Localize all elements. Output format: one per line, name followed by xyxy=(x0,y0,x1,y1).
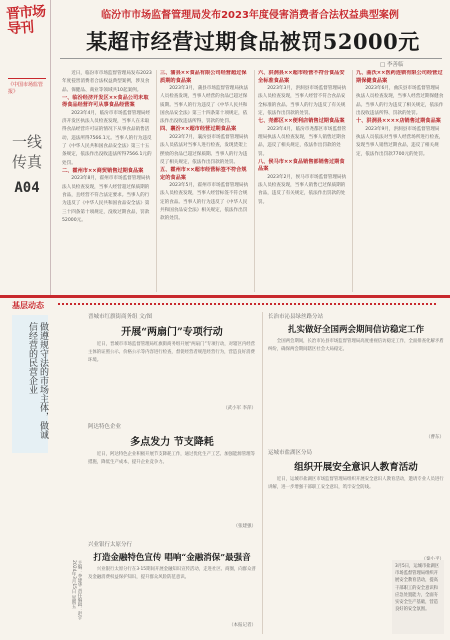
quote-text: 做遵规守法的市场主体，做诚信经营的民营企业 xyxy=(27,322,48,439)
header-rule xyxy=(60,58,442,59)
case-title: 六、洪洞县××超市经营不符合食品安全标准食品案 xyxy=(258,70,345,84)
case-body: 2023年5月，霍州市市场监督管理局执法人员检查发现，当事人经营标签不符合规定的食品。当事人的行为违反了《中华人民共和国食品安全法》相关规定，依法作出罚款的处罚。 xyxy=(160,183,249,222)
news-body xyxy=(268,476,444,556)
column-divider xyxy=(50,0,51,295)
case-title: 一、临汾经济开发区××食品公司未取得食品经营许可从事食品经营案 xyxy=(62,94,149,109)
news-credit: （张建强） xyxy=(233,524,256,529)
article-byline: □ 李善临 xyxy=(380,62,404,68)
case-body: 2023年8月，霍州市市场监督管理局执法人员检查发现，当事人经营超过保质期的食品，且经营不符合法定要求。当事人的行为违反了《中华人民共和国食品安全法》第三十四条第十项规定，没收过期食品，罚款52000元。 xyxy=(62,176,151,223)
news-body xyxy=(268,338,444,434)
case-title: 二、霍州市××商贸销售过期食品案 xyxy=(62,167,144,174)
news-title: 打造金融特色宣传 唱响“金融消保”最强音 xyxy=(93,553,251,563)
case-title: 四、襄汾××超市经营过期食品案 xyxy=(160,126,237,133)
notice-box: 3月5日，运城市盐湖区市场监督管理局组织开展安全教育活动，提高干部职工的安全意识和应急处置能力，全面夯实安全生产基础，营造良好的安全氛围。 xyxy=(392,560,444,634)
article-headline: 某超市经营过期食品被罚52000元 xyxy=(86,29,420,54)
news-source: 长治市沁县绿丝路分站 xyxy=(268,314,324,320)
case-body: 2023年3月，洪洞县市场监督管理局执法人员检查发现，当事人经营不符合食品安全标准的食品。当事人的行为违反了有关规定，依法作出罚款的处罚。 xyxy=(258,86,347,116)
masthead-divider xyxy=(8,78,46,79)
case-body: 2023年4月，临汾市尧都区市场监督管理局执法人员检查发现，当事人销售过期食品，违反了相关规定，依法作出罚款的处罚。 xyxy=(258,126,347,157)
news-title: 扎实做好全国两会期间信访稳定工作 xyxy=(287,325,424,335)
news-source: 运城市盐湖区分局 xyxy=(268,450,313,456)
news-body-text: 近日，晋城市市场监督管理局红旗街商务组开展“两扇门”专项行动，对辖区内经营主体的证照公示、价格公示等内容进行检查，督促经营者规范经营行为，营造良好消费环境。 xyxy=(88,342,256,363)
news-body-text: 近日，阿达特色企业积极开展节支降耗工作，通过优化生产工艺、加强能源管理等措施，降低生产成本，提升企业竞争力。 xyxy=(88,452,255,465)
article-column-1 xyxy=(62,70,152,292)
news-body-text: 兴业银行太原分行在3·15期间开展金融知识宣传活动，走进社区、商圈，向群众普及金融消费权益保护知识，提升群众风险防范意识。 xyxy=(88,567,256,580)
band-top-rule xyxy=(0,295,450,298)
news-body xyxy=(88,566,256,622)
band-dotted-rule xyxy=(58,303,438,305)
article-column-4 xyxy=(356,70,444,292)
news-title: 多点发力 节支降耗 xyxy=(130,437,214,448)
masthead-subtitle: 《中国市场监管报》 xyxy=(8,82,44,95)
case-title: 三、蒲县××食品有限公司经营超过保质期的食品案 xyxy=(160,70,247,84)
band-label: 基层动态 xyxy=(12,301,44,310)
article-intro: 近日，临汾市市场监督管理局发布2023年度侵害消费者合法权益典型案例，涉及食品、保健品、商业等领域共10起案例。 xyxy=(62,71,152,93)
case-body: 2023年2月，侯马市市场监督管理局执法人员检查发现，当事人销售已过保质期的食品，违反了有关规定，依法作出罚款的处罚。 xyxy=(258,174,347,205)
news-item xyxy=(88,540,256,628)
news-source: 兴业银行太原分行 xyxy=(88,542,133,548)
case-body: 2023年4月，临汾市市场监督管理局经济开发区执法人员检查发现，当事人在未取得食品经营许可证的情况下从事食品销售活动，违法所得7566.1元。当事人的行为违反了《中华人民共和国食品安全法》第三十五条规定，依法作出没收违法所得7566.1元的处罚。 xyxy=(62,110,152,166)
article-column-2 xyxy=(160,70,250,292)
case-title: 八、侯马市××食品销售部销售过期食品案 xyxy=(258,158,345,173)
case-title: 九、曲沃××医药连锁有限公司经营过期保健食品案 xyxy=(356,70,443,84)
news-body xyxy=(88,341,256,405)
news-title: 开展“两扇门”专项行动 xyxy=(121,327,223,338)
case-body: 2023年6月，曲沃县市场监督管理局执法人员检查发现，当事人经营过期保健食品。当事人的行为违反了相关规定，依法作出没收违法所得、罚款的处罚。 xyxy=(356,86,444,116)
news-credit: （武小军 李萍） xyxy=(223,406,256,411)
news-item xyxy=(268,312,444,440)
page-meta: 主编：李建华 责任编辑：赵宇 2024年3月15日 星期五 xyxy=(71,560,82,620)
case-title: 七、尧都区××便利店销售过期食品案 xyxy=(258,118,345,125)
news-credit: （本报记者） xyxy=(229,623,256,628)
news-source: 晋城市红旗街商务组 文/图 xyxy=(88,314,153,320)
column-separator xyxy=(262,312,263,634)
article-column-3 xyxy=(258,70,348,292)
news-body xyxy=(88,451,256,523)
masthead-logo: 晋市场导刊 xyxy=(5,3,46,38)
column-separator xyxy=(156,70,157,292)
news-body-text: 近日，运城市盐湖区市场监督管理局组织开展安全意识人教育活动，邀请专业人员进行讲解，进一步增强干部职工安全意识，筑牢安全防线。 xyxy=(268,477,444,490)
news-item xyxy=(88,312,256,411)
news-title: 组织开展安全意识人教育活动 xyxy=(294,462,418,473)
case-body: 2023年9月，洪洞县市场监督管理局执法人员依法对当事人经营场所进行检查，发现当事人销售过期食品，违反了相关规定，依法作出罚款7700元的处罚。 xyxy=(356,126,444,157)
section-name: 一线传真 xyxy=(11,133,42,171)
news-body-text: 全国两会期间，长治市沁县市场监督管理局高度重视信访稳定工作，全面排查化解矛盾纠纷，确保两会期间辖区社会大局稳定。 xyxy=(268,339,444,352)
case-body: 2023年3月，蒲县市场监督管理局执法人员检查发现，当事人经营的食品已超过保质期。当事人的行为违反了《中华人民共和国食品安全法》第三十四条第十项规定，依法作出没收违法所得，罚款的处罚。 xyxy=(160,86,249,125)
news-source: 阿达特色企业 xyxy=(88,424,122,430)
case-body: 2023年7月，襄汾县市场监督管理局执法人员依法对当事人进行检查，发现货架上摆放的食品已超过保质期。当事人的行为违反了相关规定，依法作出罚款的处罚。 xyxy=(160,134,249,165)
case-title: 五、霍州市××超市经营标签不符合规定的食品案 xyxy=(160,167,247,181)
column-separator xyxy=(254,70,255,292)
news-item xyxy=(88,422,256,529)
article-kicker: 临汾市市场监督管理局发布2023年度侵害消费者合法权益典型案例 xyxy=(101,10,399,21)
news-item xyxy=(268,448,444,562)
news-credit: （曹东） xyxy=(426,435,444,440)
case-title: 十、洪洞县××××店销售过期食品案 xyxy=(356,118,441,125)
column-separator xyxy=(352,70,353,292)
page-number: A04 xyxy=(14,180,40,196)
